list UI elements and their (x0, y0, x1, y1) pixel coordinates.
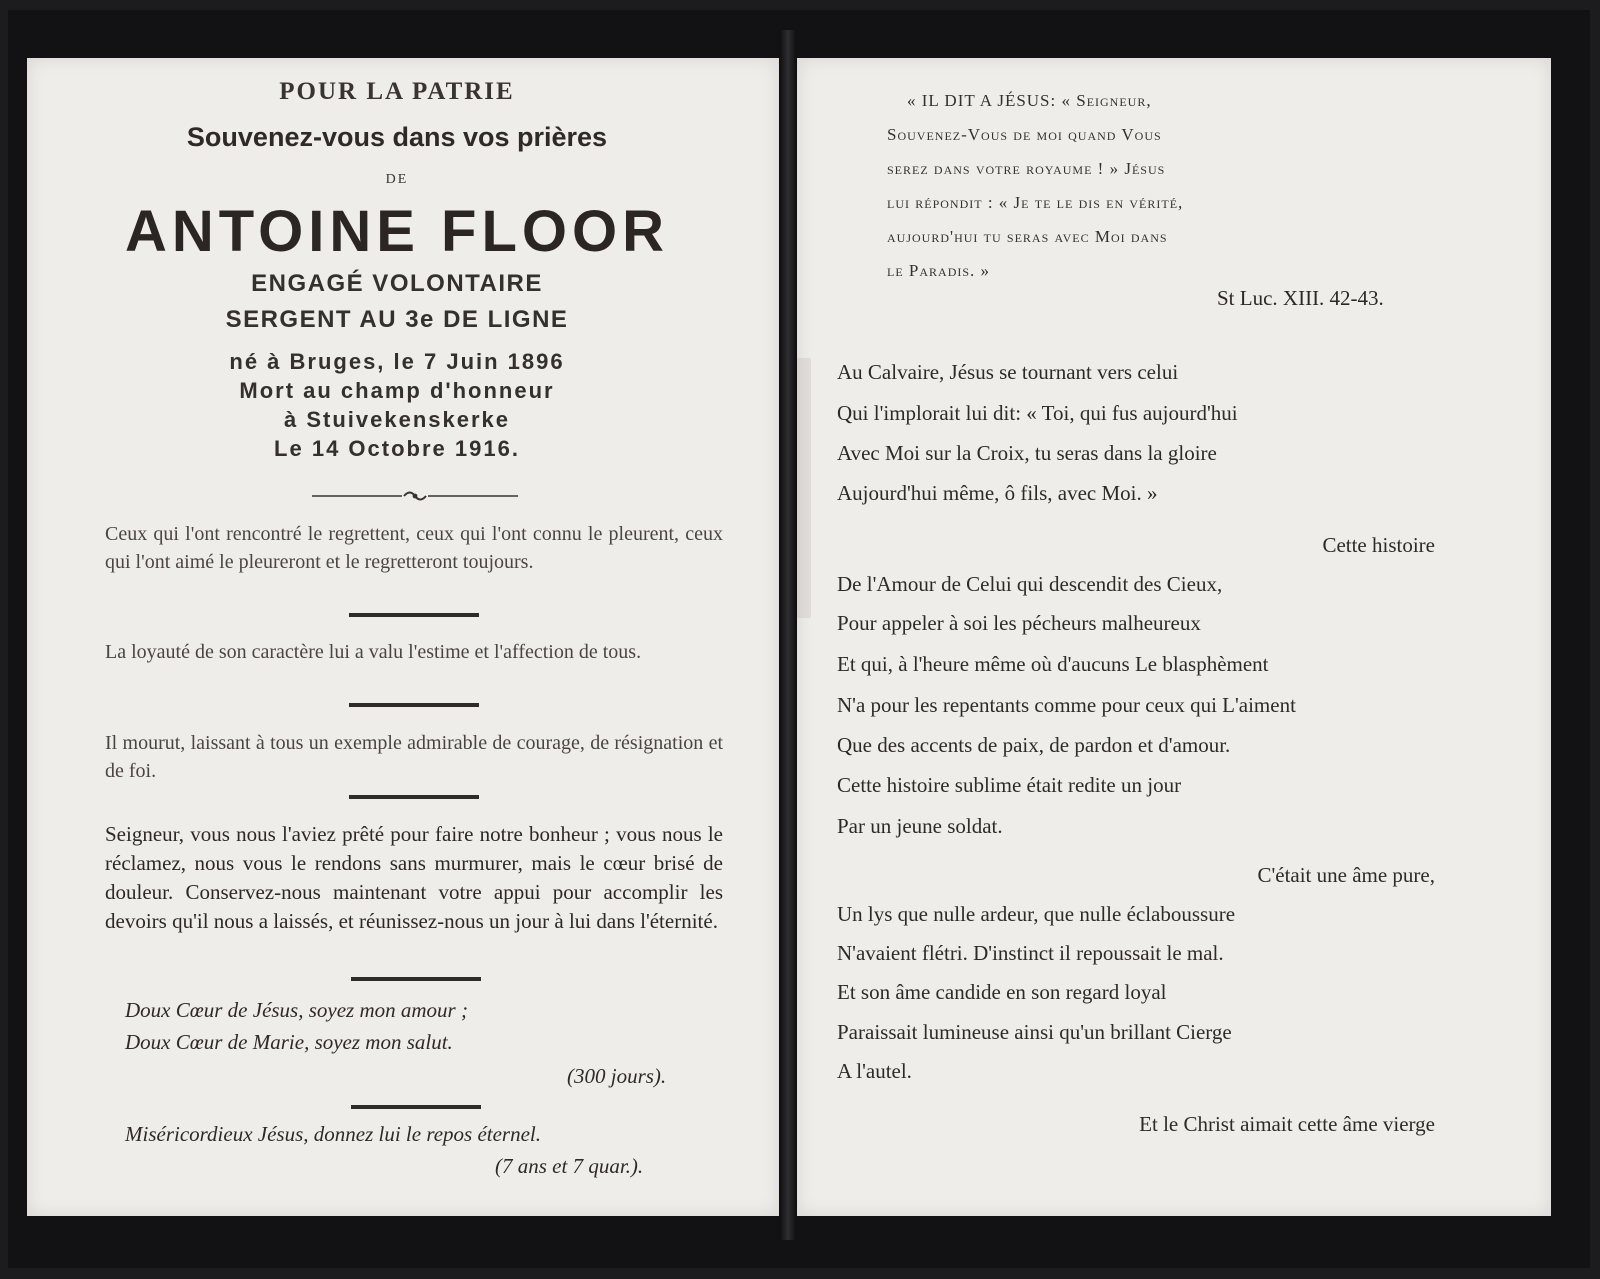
rule-1 (349, 613, 479, 617)
prayer-sacred-heart-jesus: Doux Cœur de Jésus, soyez mon amour ; (125, 998, 468, 1022)
right-page (797, 58, 1551, 1216)
poem-line: Et qui, à l'heure même où d'aucuns Le blasphèment (837, 652, 1269, 676)
rule-3 (349, 795, 479, 799)
poem-line: Et son âme candide en son regard loyal (837, 980, 1167, 1004)
subheader-souvenez: Souvenez-vous dans vos prières (186, 122, 608, 152)
quote-line-4: lui répondit : « Je te le dis en vérité, (887, 193, 1184, 212)
poem-line: Aujourd'hui même, ô fils, avec Moi. » (837, 481, 1158, 505)
de-label: DE (385, 172, 409, 187)
rank-line-2: SERGENT AU 3e DE LIGNE (225, 306, 569, 333)
card-fold (779, 30, 797, 1240)
quote-line-5: aujourd'hui tu seras avec Moi dans (887, 227, 1168, 246)
paragraph-regret: Ceux qui l'ont rencontré le regrettent, ceux qui l'ont connu le pleurent, ceux qui l'ont aimé le pleureront et le regretteront toujours. (105, 523, 723, 573)
paragraph-seigneur: Seigneur, vous nous l'aviez prêté pour faire notre bonheur ; vous nous le réclamez, nous vous le rendons sans murmurer, mais le cœur brisé de douleur. Conservez-nous maintenant votre appui pour accomplir les devoirs qu'il nous a laissés, et réunissez-nous un jour à lui dans l'éternité. (105, 822, 723, 933)
quote-line-6: le Paradis. » (887, 261, 991, 280)
deceased-name: ANTOINE FLOOR (124, 199, 670, 264)
quote-line-3: serez dans votre royaume ! » Jésus (887, 159, 1166, 178)
poem-line: Par un jeune soldat. (837, 814, 1003, 838)
poem-line: Un lys que nulle ardeur, que nulle éclaboussure (837, 902, 1236, 926)
poem-line: Que des accents de paix, de pardon et d'amour. (837, 733, 1231, 757)
left-page (27, 58, 779, 1216)
poem-line: A l'autel. (837, 1059, 912, 1083)
poem-line: N'a pour les repentants comme pour ceux qui L'aiment (837, 693, 1296, 717)
life-line-birth: né à Bruges, le 7 Juin 1896 (229, 349, 565, 374)
poem-line: Qui l'implorait lui dit: « Toi, qui fus aujourd'hui (837, 401, 1238, 425)
paper-stain (797, 358, 811, 618)
life-line-date: Le 14 Octobre 1916. (274, 436, 520, 461)
poem-stanza-head: C'était une âme pure, (1257, 863, 1435, 887)
rank-line-1: ENGAGÉ VOLONTAIRE (251, 270, 543, 297)
indulgence-7-ans: (7 ans et 7 quar.). (495, 1154, 644, 1178)
poem-line: Paraissait lumineuse ainsi qu'un brillant Cierge (837, 1020, 1232, 1044)
life-line-place: à Stuivekenskerke (283, 407, 511, 432)
prayer-sacred-heart-marie: Doux Cœur de Marie, soyez mon salut. (125, 1030, 453, 1054)
poem-line: Cette histoire sublime était redite un jour (837, 773, 1182, 797)
prayer-misericordieux: Miséricordieux Jésus, donnez lui le repos éternel. (125, 1122, 542, 1146)
bible-citation: St Luc. XIII. 42-43. (1217, 286, 1384, 310)
indulgence-300-jours: (300 jours). (567, 1064, 667, 1088)
quote-line-2: Souvenez-Vous de moi quand Vous (887, 125, 1162, 144)
poem-closing-line: Et le Christ aimait cette âme vierge (1139, 1112, 1435, 1136)
rule-2 (349, 703, 479, 707)
rule-4 (351, 977, 481, 981)
quote-line-1: « IL DIT A JÉSUS: « Seigneur, (907, 91, 1152, 110)
divider-ornament (312, 488, 518, 504)
poem-line: Au Calvaire, Jésus se tournant vers celui (837, 360, 1179, 384)
paragraph-mourut: Il mourut, laissant à tous un exemple admirable de courage, de résignation et de foi. (105, 732, 723, 782)
poem-line: Pour appeler à soi les pécheurs malheureux (837, 611, 1201, 635)
poem-stanza-head: Cette histoire (1322, 533, 1435, 557)
poem-line: Avec Moi sur la Croix, tu seras dans la gloire (837, 441, 1217, 465)
poem-line: De l'Amour de Celui qui descendit des Cieux, (837, 572, 1223, 596)
header-pour-la-patrie: POUR LA PATRIE (279, 78, 515, 105)
rule-5 (351, 1105, 481, 1109)
life-line-death: Mort au champ d'honneur (239, 378, 555, 403)
poem-line: N'avaient flétri. D'instinct il repoussait le mal. (837, 941, 1224, 965)
paragraph-loyaute: La loyauté de son caractère lui a valu l'estime et l'affection de tous. (105, 641, 642, 663)
